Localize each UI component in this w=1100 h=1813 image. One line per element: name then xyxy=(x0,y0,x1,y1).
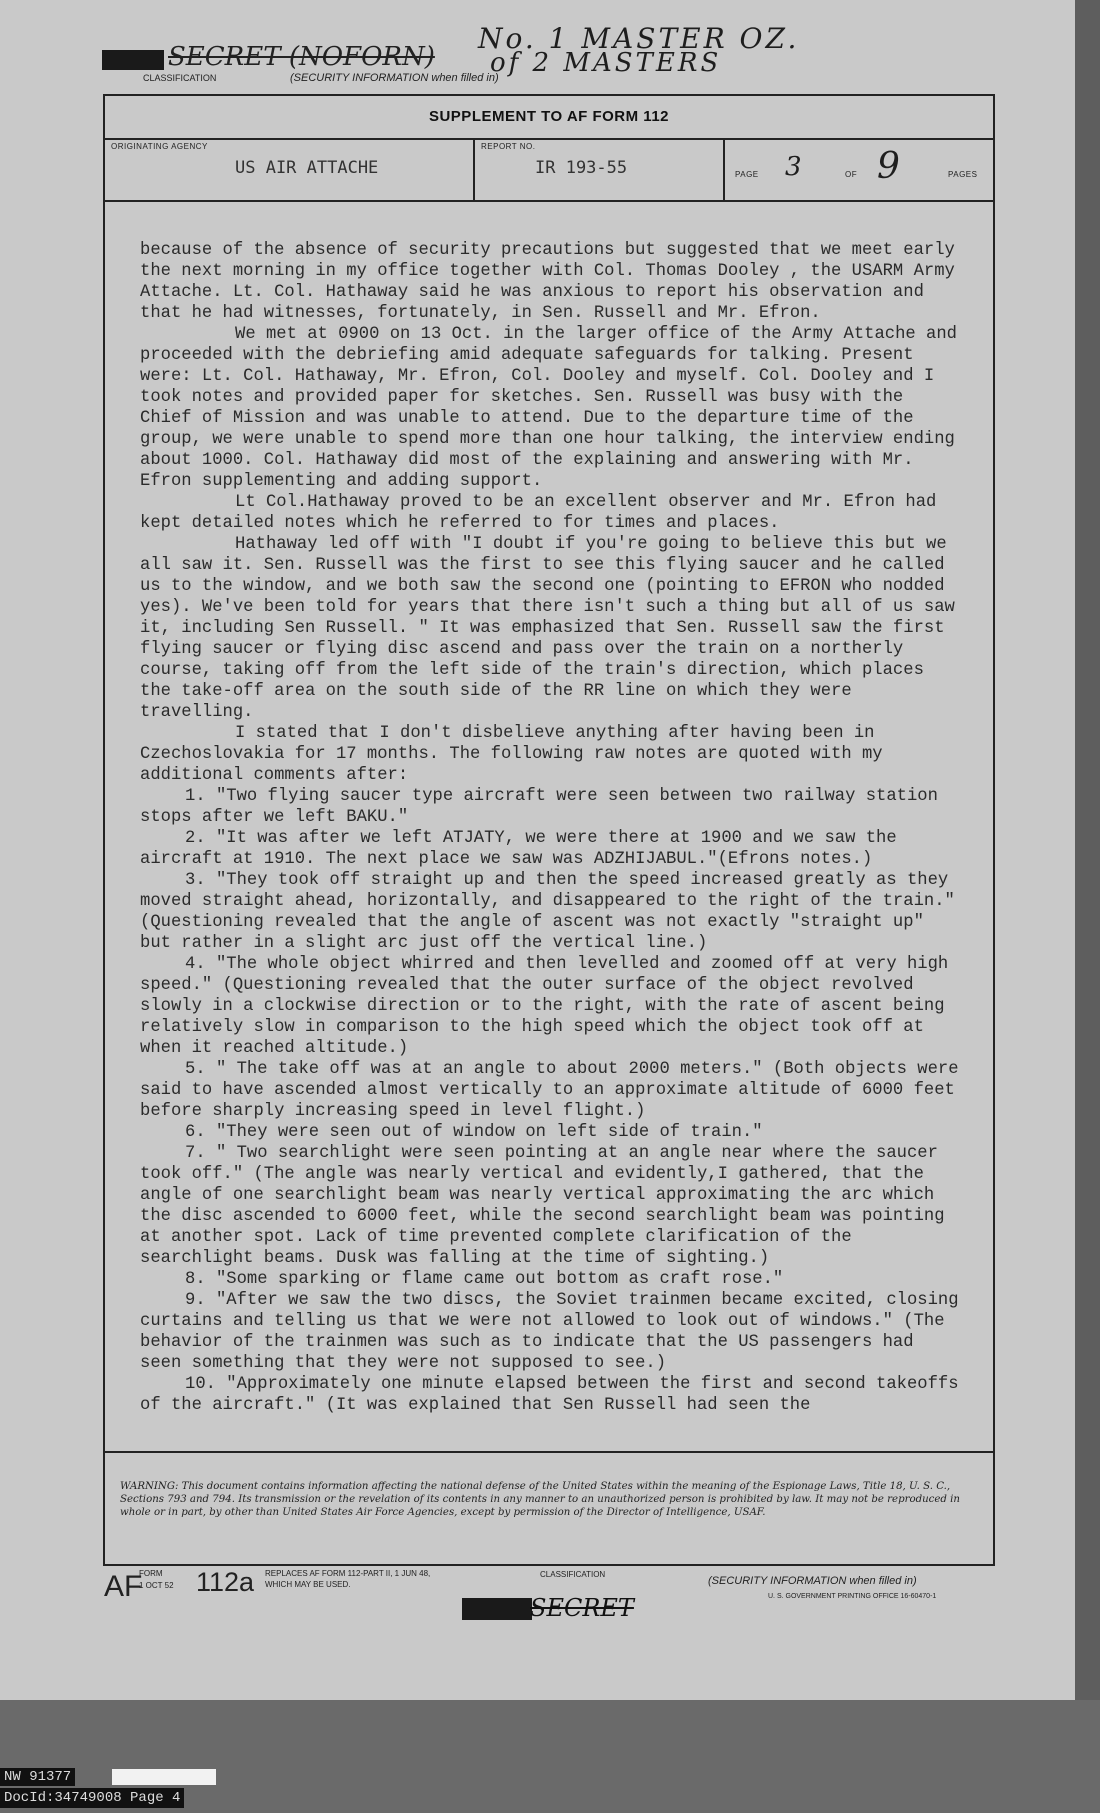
espionage-warning: WARNING: This document contains information affecting the national defense of the United States within the meaning of the Espionage Laws, Title 18, U. S. C., Sections 793 and 794. Its transmission or the revelation of its contents in any manner to an unauthorized person is prohibited by law. It may not be reproduced in whole or in part, by other than United States Air Force Agencies, except by permission of the Director of Intelligence, USAF. xyxy=(120,1481,960,1518)
handwritten-master-note: No. 1 MASTER OZ. xyxy=(478,22,800,55)
pages-label: PAGES xyxy=(948,170,978,179)
footer-replaces-line2: WHICH MAY BE USED. xyxy=(265,1580,351,1589)
archive-docid: DocId:34749008 Page 4 xyxy=(0,1788,184,1808)
form-header-row xyxy=(105,138,993,202)
total-pages: 9 xyxy=(877,146,900,187)
classification-handwritten: SECRET (NOFORN) xyxy=(168,42,435,72)
report-paragraph: 5. " The take off was at an angle to about 2000 meters." (Both objects were said to have ascended almost vertically to an approximate altitude of 6000 feet before sharply increasing speed in level flight.) xyxy=(140,1060,959,1121)
page-label: PAGE xyxy=(735,170,759,179)
footer-classification-label: CLASSIFICATION xyxy=(540,1570,606,1579)
report-paragraph: 9. "After we saw the two discs, the Soviet trainmen became excited, closing curtains and telling us that we were not allowed to look out of windows." (The behavior of the trainmen was such as to indicate that the US passengers had seen something that they were not supposed to see.) xyxy=(140,1291,959,1373)
handwritten-masters-count: of 2 MASTERS xyxy=(490,48,722,78)
classification-label: CLASSIFICATION xyxy=(143,73,217,83)
footer-form-label: FORM xyxy=(139,1569,163,1578)
report-no-label: REPORT NO. xyxy=(481,142,536,151)
form-title: SUPPLEMENT TO AF FORM 112 xyxy=(428,108,670,125)
footer-secret-stamp xyxy=(462,1596,652,1626)
originating-agency-value: US AIR ATTACHE xyxy=(235,158,379,178)
header-divider xyxy=(473,138,475,200)
report-paragraph: 6. "They were seen out of window on left side of train." xyxy=(185,1123,763,1142)
header-divider xyxy=(723,138,725,200)
footer-replaces xyxy=(265,1568,430,1590)
report-paragraph: 2. "It was after we left ATJATY, we were there at 1900 and we saw the aircraft at 1910. The next place we saw was ADZHIJABUL."(Efrons notes.) xyxy=(140,829,897,869)
archive-redaction-box xyxy=(112,1769,216,1785)
report-no-value: IR 193-55 xyxy=(535,158,628,178)
report-paragraph: 3. "They took off straight up and then the speed increased greatly as they moved straight ahead, horizontally, and disappeared to the right of the train." (Questioning revealed that the angle of ascent was not exactly "straight up" but rather in a slight arc just off the vertical line.) xyxy=(140,871,955,953)
report-paragraph: 1. "Two flying saucer type aircraft were seen between two railway station stops after we left BAKU." xyxy=(140,787,938,827)
report-paragraph: 10. "Approximately one minute elapsed between the first and second takeoffs of the aircraft." (It was explained that Sen Russell had seen the xyxy=(140,1375,959,1415)
footer-form-date: 1 OCT 52 xyxy=(139,1581,174,1590)
form-title-row xyxy=(105,96,993,140)
footer-security-info: (SECURITY INFORMATION when filled in) xyxy=(708,1575,917,1587)
page-number: 3 xyxy=(785,152,802,182)
footer-replaces-line1: REPLACES AF FORM 112-PART II, 1 JUN 48, xyxy=(265,1569,431,1578)
footer-redaction xyxy=(462,1598,532,1620)
report-paragraph: Hathaway led off with "I doubt if you're going to believe this but we all saw it. Sen. Russell was the first to see this flying saucer and he called us to the window, and we both saw the second one (pointing to EFRON who nodded yes). We've been told for years that there isn't such a thing but all of us saw it, including Sen Russell. " It was emphasized that Sen. Russell saw the first flying saucer or flying disc ascend and pass over the train on a northerly course, taking off from the left side of the train's direction, which places the take-off area on the south side of the RR line on which they were travelling. xyxy=(140,535,955,722)
originating-agency-label: ORIGINATING AGENCY xyxy=(111,142,208,151)
report-paragraph: Lt Col.Hathaway proved to be an excellent observer and Mr. Efron had kept detailed notes which he referred to for times and places. xyxy=(140,493,937,533)
footer-secret-handwritten: SECRET xyxy=(530,1594,634,1622)
report-paragraph: 8. "Some sparking or flame came out bottom as craft rose." xyxy=(185,1270,784,1289)
security-info-label: (SECURITY INFORMATION when filled in) xyxy=(290,72,499,84)
of-label: OF xyxy=(845,170,858,179)
archive-nw-tag: NW 91377 xyxy=(0,1768,75,1786)
footer-gpo: U. S. GOVERNMENT PRINTING OFFICE 16-60470-1 xyxy=(768,1593,937,1600)
warning-divider xyxy=(105,1451,993,1453)
classification-redaction xyxy=(102,50,164,70)
footer-form-number: 112a xyxy=(196,1567,255,1597)
report-paragraph: 7. " Two searchlight were seen pointing at an angle near where the saucer took off." (The angle was nearly vertical and evidently,I gathered, that the angle of one searchlight beam was nearly vertical approximating the arc which the disc ascended to 6000 feet, while the second searchlight beam was pointing at another spot. Lack of time prevented complete clarification of the searchlight beams. Dusk was falling at the time of sighting.) xyxy=(140,1144,945,1268)
report-paragraph: 4. "The whole object whirred and then levelled and zoomed off at very high speed." (Questioning revealed that the outer surface of the object revolved slowly in a clockwise direction or to the right, with the rate of ascent being relatively slow in comparison to the high speed which the object took off at when it reached altitude.) xyxy=(140,955,949,1058)
report-body xyxy=(140,240,960,1416)
report-paragraph: I stated that I don't disbelieve anything after having been in Czechoslovakia for 17 months. The following raw notes are quoted with my additional comments after: xyxy=(140,724,883,785)
footer-form-block xyxy=(139,1568,174,1592)
report-paragraph: We met at 0900 on 13 Oct. in the larger office of the Army Attache and proceeded with the debriefing amid adequate safeguards for talking. Present were: Lt. Col. Hathaway, Mr. Efron, Col. Dooley and myself. Col. Dooley and I took notes and provided paper for sketches. Sen. Russell was busy with the Chief of Mission and was unable to attend. Due to the departure time of the group, we were unable to spend more than one hour talking, the interview ending about 1000. Col. Hathaway did most of the explaining and answering with Mr. Efron supplementing and adding support. xyxy=(140,325,957,491)
scan-edge-right xyxy=(1075,0,1100,1813)
report-paragraph: because of the absence of security precautions but suggested that we meet early the next morning in my office together with Col. Thomas Dooley , the USARM Army Attache. Lt. Col. Hathaway said he was anxious to report his observation and that he had witnesses, fortunately, in Sen. Russell and Mr. Efron. xyxy=(140,241,955,323)
footer-af: AF xyxy=(104,1570,143,1603)
